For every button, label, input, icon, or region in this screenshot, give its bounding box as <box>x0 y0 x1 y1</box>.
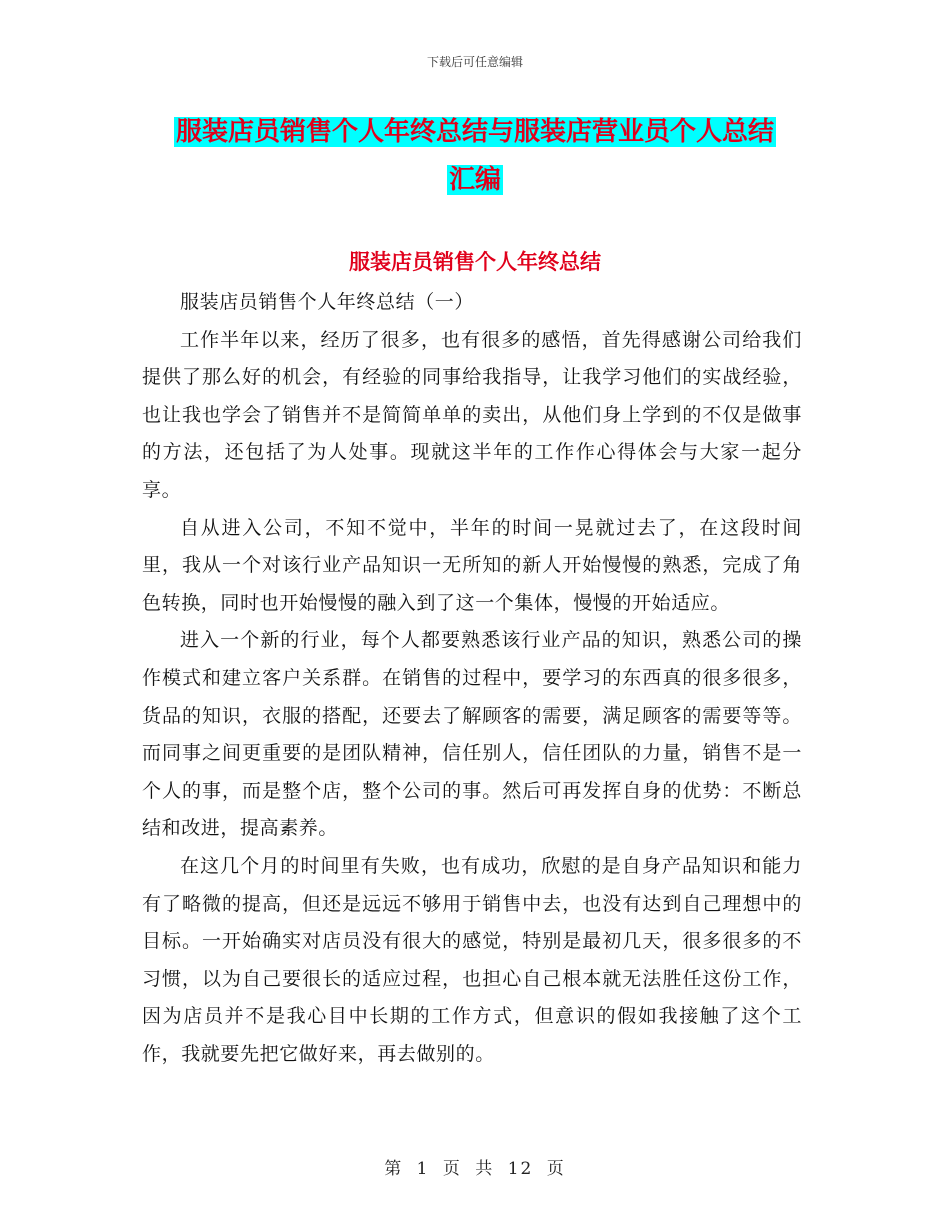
footer-label-ye-2: 页 <box>546 1159 566 1179</box>
section-title: 服装店员销售个人年终总结 <box>349 250 601 274</box>
body-text <box>142 284 802 1073</box>
paragraph: 进入一个新的行业，每个人都要熟悉该行业产品的知识，熟悉公司的操作模式和建立客户关系群。在销售的过程中，要学习的东西真的很多很多，货品的知识，衣服的搭配，还要去了解顾客的需要，满足顾客的需要等等。而同事之间更重要的是团队精神，信任别人，信任团队的力量，销售不是一个人的事，而是整个店，整个公司的事。然后可再发挥自身的优势：不断总结和改进，提高素养。 <box>142 629 802 840</box>
header-note: 下载后可任意编辑 <box>426 55 523 69</box>
footer-label-di: 第 <box>384 1159 404 1179</box>
paragraph: 自从进入公司，不知不觉中，半年的时间一晃就过去了，在这段时间里，我从一个对该行业产品知识一无所知的新人开始慢慢的熟悉，完成了角色转换，同时也开始慢慢的融入到了这一个集体，慢慢的开始适应。 <box>142 516 802 614</box>
footer-page-number: 1 <box>416 1159 430 1179</box>
footer-label-ye: 页 <box>442 1159 462 1179</box>
document-title <box>0 108 950 204</box>
paragraph: 在这几个月的时间里有失败，也有成功，欣慰的是自身产品知识和能力有了略微的提高，但还是远远不够用于销售中去，也没有达到自己理想中的目标。一开始确实对店员没有很大的感觉，特别是最初几天，很多很多的不习惯，以为自己要很长的适应过程，也担心自己根本就无法胜任这份工作，因为店员并不是我心目中长期的工作方式，但意识的假如我接触了这个工作，我就要先把它做好来，再去做别的。 <box>142 854 802 1065</box>
footer-total-pages: 12 <box>507 1159 534 1179</box>
paragraph: 服装店员销售个人年终总结（一） <box>180 291 475 313</box>
footer-label-gong: 共 <box>475 1159 495 1179</box>
title-line-2: 汇编 <box>448 165 501 195</box>
title-line-1: 服装店员销售个人年终总结与服装店营业员个人总结 <box>175 117 774 147</box>
paragraph: 工作半年以来，经历了很多，也有很多的感悟，首先得感谢公司给我们提供了那么好的机会，有经验的同事给我指导，让我学习他们的实战经验，也让我也学会了销售并不是简简单单的卖出，从他们身上学到的不仅是做事的方法，还包括了为人处事。现就这半年的工作作心得体会与大家一起分享。 <box>142 328 802 501</box>
page-footer <box>0 1154 950 1179</box>
